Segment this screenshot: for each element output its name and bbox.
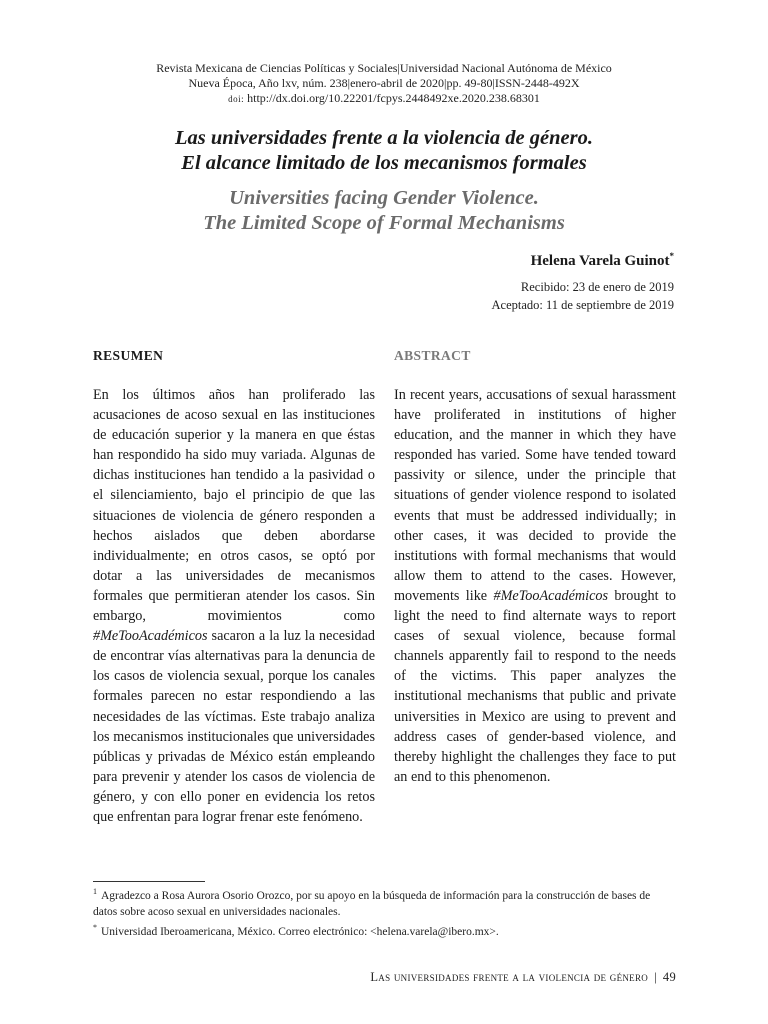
running-title: Las universidades frente a la violencia de género (370, 970, 649, 984)
author-footnote-mark[interactable]: * (669, 251, 674, 261)
title-en-line-2: The Limited Scope of Formal Mechanisms (203, 212, 565, 234)
footnote-2-text: Universidad Iberoamericana, México. Correo electrónico: <helena.varela@ibero.mx>. (101, 925, 499, 938)
abstract-text-part-2: brought to light the need to find alternate ways to report cases of sexual violence, because formal channels apparently fail to respond to the needs of the victims. This paper analyzes the institutional mechanisms that public and private universities in Mexico are using to prevent and address cases of gender-based violence, and thereby highlight the challenges they face to put an end to this phenomenon. (394, 587, 677, 785)
journal-issue-line: Nueva Época, Año lxv, núm. 238|enero-abril de 2020|pp. 49-80|ISSN-2448-492X (188, 76, 580, 90)
title-es-line-2: El alcance limitado de los mecanismos formales (181, 152, 587, 174)
title-en-line-1: Universities facing Gender Violence. (229, 187, 539, 209)
footnote-1-mark: 1 (93, 887, 97, 896)
footer-separator: | (654, 970, 657, 984)
abstract-heading: ABSTRACT (394, 348, 471, 363)
accepted-date: Aceptado: 11 de septiembre de 2019 (491, 298, 674, 312)
footnote-2-mark: * (93, 922, 97, 932)
article-dates (492, 278, 674, 314)
author-name: Helena Varela Guinot (530, 253, 670, 269)
resumen-text (93, 385, 375, 827)
running-footer (370, 970, 676, 985)
footnote-rule (93, 881, 205, 882)
resumen-hashtag: #MeTooAcadémicos (93, 628, 208, 645)
resumen-text-part-2: sacaron a la luz la necesidad de encontrar vías alternativas para la denuncia de los casos de violencia sexual, porque los canales formales parecen no estar respondiendo a las necesidades de las víctimas. Este trabajo analiza los mecanismos institucionales que universidades públicas y privadas de México están empleando para prevenir y atender los casos de violencia de género, y con ello poner en evidencia los retos que enfrentan para lograr frenar este fenómeno. (93, 628, 375, 825)
journal-name-line: Revista Mexicana de Ciencias Políticas y Sociales|Universidad Nacional Autónoma de México (156, 61, 612, 75)
resumen-heading: RESUMEN (93, 348, 164, 363)
footnote-1-text: Agradezco a Rosa Aurora Osorio Orozco, por su apoyo en la búsqueda de información para la construcción de bases de datos sobre acoso sexual en universidades nacionales. (93, 889, 651, 918)
doi-label: doi: (228, 94, 245, 104)
resumen-column (93, 346, 375, 827)
received-date: Recibido: 23 de enero de 2019 (520, 280, 674, 294)
footnotes (93, 881, 677, 940)
abstract-text (394, 385, 676, 787)
journal-header (0, 61, 768, 107)
doi-link[interactable]: http://dx.doi.org/10.22201/fcpys.2448492xe.2020.238.68301 (247, 91, 540, 105)
article-title-spanish (0, 126, 768, 176)
abstract-hashtag: #MeTooAcadémicos (493, 587, 609, 604)
author-byline (531, 251, 674, 270)
footnote-2 (93, 920, 677, 940)
abstract-column (394, 346, 676, 787)
abstract-text-part-1: In recent years, accusations of sexual harassment have proliferated in institutions of higher education, and the manner in which they have responded has varied. Some have tended toward passivity or silence, under the principle that situations of gender violence respond to isolated events that must be addressed individually; in other cases, it was decided to provide the institutions with formal mechanisms that would allow them to attend to the cases. However, movements like (394, 387, 676, 604)
title-es-line-1: Las universidades frente a la violencia de género. (175, 127, 593, 149)
footnote-1 (93, 884, 677, 920)
doi-line (0, 91, 768, 107)
page-number: 49 (662, 970, 676, 984)
resumen-text-part-1: En los últimos años han proliferado las acusaciones de acoso sexual en las instituciones de educación superior y la manera en que éstas han respondido ha sido muy variada. Algunas de dichas instituciones han tendido a la pasividad o el silenciamiento, bajo el principio de que las situaciones de violencia de género responden a hechos aislados que deben abordarse individualmente; en otros casos, se optó por dotar a las universidades de mecanismos formales que permitieran atender los casos. Sin embargo, movimientos como (93, 387, 375, 625)
article-title-english (0, 186, 768, 236)
